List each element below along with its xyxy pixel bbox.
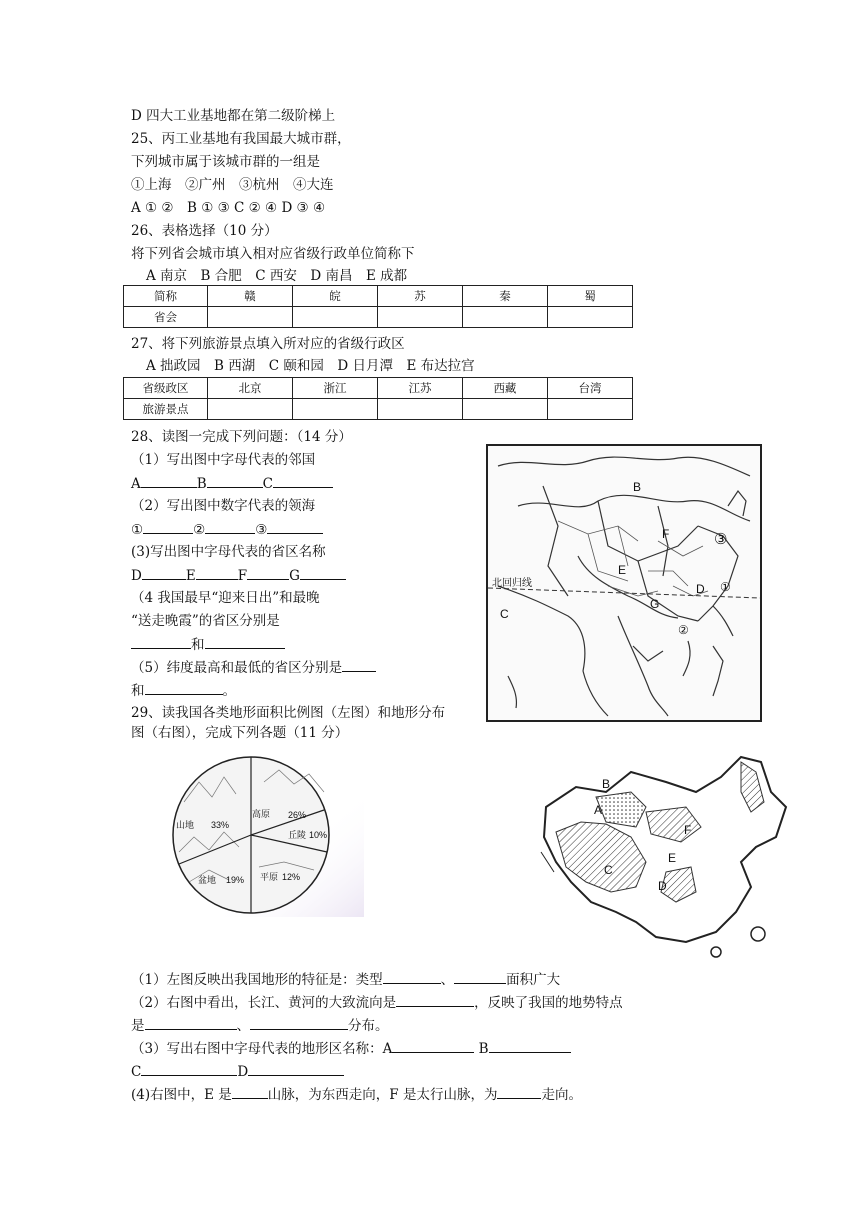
terrain-distribution-map-figure xyxy=(536,752,792,964)
table-cell: 秦 xyxy=(462,286,547,307)
blank-2[interactable] xyxy=(205,520,255,534)
q29-title: 29、读我国各类地形面积比例图（左图）和地形分布 xyxy=(131,705,446,721)
asia-map-figure xyxy=(486,444,762,722)
table-cell: 西藏 xyxy=(462,378,547,399)
label-d: D xyxy=(131,568,142,584)
pie-mountain-pct: 33% xyxy=(211,820,230,830)
q25-items: ①上海 ②广州 ③杭州 ④大连 xyxy=(131,177,334,193)
table-cell: 浙江 xyxy=(292,378,377,399)
q29-part2-text: （2）右图中看出，长江、黄河的大致流向是 xyxy=(131,995,397,1011)
blank-c[interactable] xyxy=(141,1062,237,1076)
q29-part1-text: （1）左图反映出我国地形的特征是：类型 xyxy=(131,972,383,988)
q28-part2-blanks xyxy=(131,520,323,539)
blank-c[interactable] xyxy=(273,474,333,488)
label-1: ① xyxy=(131,522,144,538)
blank-flow[interactable] xyxy=(396,993,474,1007)
q29-part2-text-2: ，反映了我国的地势特点 xyxy=(474,995,623,1011)
table-27 xyxy=(123,377,633,420)
q28-part3-blanks xyxy=(131,566,346,585)
q29-part2 xyxy=(131,993,623,1012)
table-cell: 省级政区 xyxy=(124,378,208,399)
blank-direction[interactable] xyxy=(497,1085,541,1099)
table-cell: 省会 xyxy=(124,307,208,328)
q27-options: A 拙政园 B 西湖 C 颐和园 D 日月潭 E 布达拉宫 xyxy=(146,358,475,374)
map-label-c: C xyxy=(500,607,509,621)
q29-part1 xyxy=(131,970,560,989)
map-label-d: D xyxy=(696,582,705,596)
q28-part2: （2）写出图中数字代表的领海 xyxy=(131,498,316,514)
table-cell: 苏 xyxy=(377,286,462,307)
table-row xyxy=(124,286,633,307)
pie-hill-pct: 10% xyxy=(309,830,328,840)
q29-title-2: 图（右图），完成下列各题（11 分） xyxy=(131,725,349,741)
table-cell: 简称 xyxy=(124,286,208,307)
q27-title: 27、将下列旅游景点填入所对应的省级行政区 xyxy=(131,336,405,352)
label-b: B xyxy=(196,476,207,492)
q28-part5-text: （5）纬度最高和最低的省区分别是 xyxy=(131,660,343,676)
map-label-2: ② xyxy=(678,623,689,637)
table-row xyxy=(124,307,633,328)
label-c: C xyxy=(262,476,274,492)
q29-part4 xyxy=(131,1085,582,1104)
blank-b[interactable] xyxy=(207,474,263,488)
answer-cell[interactable] xyxy=(377,307,462,328)
q25-options: A ① ② B ① ③ C ② ④ D ③ ④ xyxy=(131,200,326,216)
blank-sunrise[interactable] xyxy=(131,635,191,649)
q28-part4: （4 我国最早“迎来日出”和最晚 xyxy=(131,590,320,606)
blank-1[interactable] xyxy=(143,520,193,534)
q29-part1-end: 面积广大 xyxy=(506,972,561,988)
map2-label-c: C xyxy=(604,863,613,877)
q28-part4-2: “送走晚霞”的省区分别是 xyxy=(131,613,280,629)
blank-terrain-2[interactable] xyxy=(250,1016,348,1030)
answer-cell[interactable] xyxy=(377,399,462,420)
table-cell: 蜀 xyxy=(547,286,632,307)
blank-a[interactable] xyxy=(392,1039,474,1053)
q29-part4-end: 走向。 xyxy=(541,1087,582,1103)
q26-title: 26、表格选择（10 分） xyxy=(131,223,278,239)
q26-options: A 南京 B 合肥 C 西安 D 南昌 E 成都 xyxy=(146,268,408,284)
option-d-line: D 四大工业基地都在第二级阶梯上 xyxy=(131,108,336,124)
table-cell: 旅游景点 xyxy=(124,399,208,420)
blank-f[interactable] xyxy=(247,566,289,580)
table-row xyxy=(124,399,633,420)
table-cell: 赣 xyxy=(208,286,293,307)
answer-cell[interactable] xyxy=(208,399,293,420)
label-and: 和 xyxy=(191,637,205,653)
table-cell: 江苏 xyxy=(377,378,462,399)
pie-plateau-label: 高原 xyxy=(252,809,271,819)
blank-a[interactable] xyxy=(141,474,197,488)
blank-d[interactable] xyxy=(142,566,186,580)
q29-part2-2 xyxy=(131,1016,389,1035)
blank-north[interactable] xyxy=(342,658,376,672)
q29-part3-text: （3）写出右图中字母代表的地形区名称：A xyxy=(131,1041,393,1057)
pie-basin-pct: 19% xyxy=(226,875,245,885)
label-and: 和 xyxy=(131,683,145,699)
label-g: G xyxy=(289,568,300,584)
q28-part1: （1）写出图中字母代表的邻国 xyxy=(131,452,316,468)
label-3: ③ xyxy=(255,522,268,538)
answer-cell[interactable] xyxy=(208,307,293,328)
label-e: E xyxy=(185,568,196,584)
map-label-g: G xyxy=(650,597,660,611)
asia-map xyxy=(488,446,760,720)
blank-d[interactable] xyxy=(248,1062,344,1076)
terrain-area-pie-figure xyxy=(164,752,364,917)
map2-label-b: B xyxy=(602,777,611,791)
q28-part1-blanks xyxy=(131,474,333,493)
q28-part3: (3)写出图中字母代表的省区名称 xyxy=(131,544,326,560)
table-26 xyxy=(123,285,633,328)
q29-part4-text: (4)右图中，E 是 xyxy=(131,1087,232,1103)
blank-south[interactable] xyxy=(145,681,223,695)
blank-sunset[interactable] xyxy=(205,635,285,649)
map2-label-d: D xyxy=(658,879,667,893)
q29-part3 xyxy=(131,1039,571,1058)
blank-g[interactable] xyxy=(300,566,346,580)
label-2: ② xyxy=(193,522,206,538)
q29-part3-2 xyxy=(131,1062,344,1081)
answer-cell[interactable] xyxy=(462,399,547,420)
answer-cell[interactable] xyxy=(292,307,377,328)
period: 。 xyxy=(222,683,236,699)
pie-plain-pct: 12% xyxy=(282,872,301,882)
blank-type[interactable] xyxy=(383,970,441,984)
q28-part4-blanks xyxy=(131,635,285,654)
map2-label-e: E xyxy=(668,851,677,865)
q29-part4-text-2: 山脉，为东西走向，F 是太行山脉，为 xyxy=(267,1087,498,1103)
blank-e[interactable] xyxy=(232,1085,268,1099)
china-terrain-map xyxy=(536,752,792,964)
map2-label-f: F xyxy=(684,823,692,837)
pie-mountain-label: 山地 xyxy=(176,820,195,830)
label-is: 是 xyxy=(131,1018,145,1034)
blank-e[interactable] xyxy=(196,566,238,580)
blank-3[interactable] xyxy=(267,520,323,534)
label-d: D xyxy=(237,1064,249,1080)
answer-cell[interactable] xyxy=(547,399,632,420)
q28-title: 28、读图一完成下列问题：（14 分） xyxy=(131,429,352,445)
table-cell: 北京 xyxy=(208,378,293,399)
label-b: B xyxy=(478,1041,489,1057)
answer-cell[interactable] xyxy=(292,399,377,420)
map-label-f: F xyxy=(662,527,670,541)
table-cell: 皖 xyxy=(292,286,377,307)
map-label-b: B xyxy=(633,480,642,494)
q25-stem: 25、丙工业基地有我国最大城市群， xyxy=(131,131,351,147)
map2-label-a: A xyxy=(594,803,603,817)
answer-cell[interactable] xyxy=(462,307,547,328)
pie-plain-label: 平原 xyxy=(260,872,279,882)
answer-cell[interactable] xyxy=(547,307,632,328)
q25-stem-2: 下列城市属于该城市群的一组是 xyxy=(131,154,320,170)
terrain-pie xyxy=(164,752,364,917)
blank-area[interactable] xyxy=(454,970,506,984)
map-label-e: E xyxy=(618,563,627,577)
sep: 、 xyxy=(236,1018,250,1034)
map-label-1: ① xyxy=(720,580,731,594)
table-cell: 台湾 xyxy=(547,378,632,399)
pie-hill-label: 丘陵 xyxy=(288,830,307,840)
label-a: A xyxy=(131,476,141,492)
pie-basin-label: 盆地 xyxy=(198,875,217,885)
q28-part5-2 xyxy=(131,681,236,700)
blank-b[interactable] xyxy=(489,1039,571,1053)
tropic-label: 北回归线 xyxy=(492,578,532,589)
q26-instruction: 将下列省会城市填入相对应省级行政单位简称下 xyxy=(131,246,415,262)
sep: 、 xyxy=(440,972,455,988)
q29-part2-end: 分布。 xyxy=(348,1018,389,1034)
pie-plateau-pct: 26% xyxy=(288,810,307,820)
label-f: F xyxy=(237,568,248,584)
map-label-3: ③ xyxy=(714,531,728,548)
label-c: C xyxy=(131,1064,142,1080)
q28-part5 xyxy=(131,658,376,677)
table-row xyxy=(124,378,633,399)
blank-terrain-1[interactable] xyxy=(145,1016,237,1030)
